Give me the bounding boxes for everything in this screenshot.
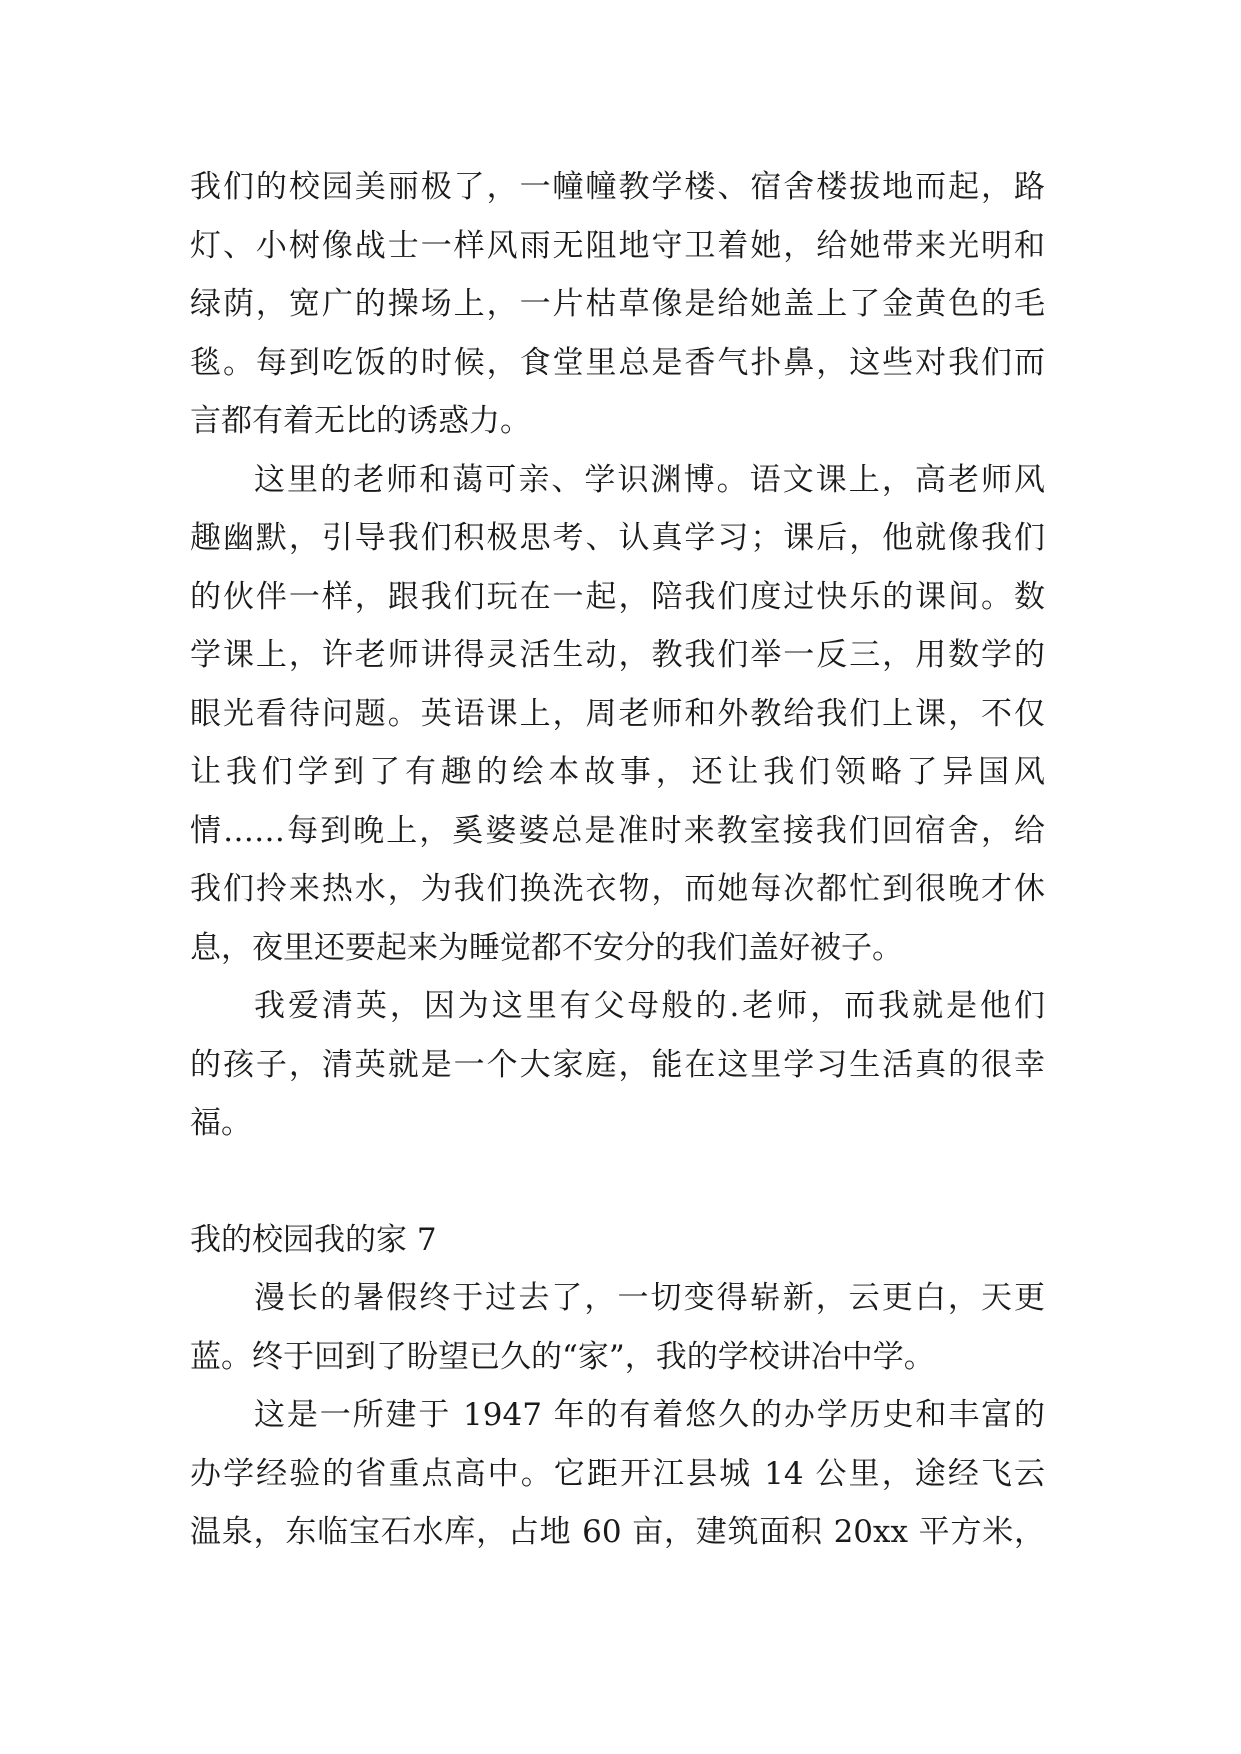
paragraph — [190, 977, 1045, 1153]
document-body — [190, 158, 1045, 1562]
text-line: 的伙伴一样，跟我们玩在一起，陪我们度过快乐的课间。数 — [190, 578, 1045, 615]
text-line: 趣幽默，引导我们积极思考、认真学习；课后，他就像我们 — [190, 520, 1045, 556]
text-line: 的孩子，清英就是一个大家庭，能在这里学习生活真的很幸 — [190, 1046, 1045, 1083]
text-line: 漫长的暑假终于过去了，一切变得崭新，云更白，天更 — [254, 1280, 1045, 1316]
text-line: 绿荫，宽广的操场上，一片枯草像是给她盖上了金黄色的毛 — [190, 286, 1045, 322]
section-spacer — [190, 1153, 1045, 1211]
text-line: 蓝。终于回到了盼望已久的“家”，我的学校讲冶中学。 — [190, 1338, 935, 1375]
text-line: 我们的校园美丽极了，一幢幢教学楼、宿舍楼拔地而起，路 — [190, 169, 1045, 205]
text-line: 毯。每到吃饭的时候，食堂里总是香气扑鼻，这些对我们而 — [190, 344, 1045, 381]
paragraph — [190, 1386, 1045, 1562]
text-line: 我爱清英，因为这里有父母般的.老师，而我就是他们 — [254, 988, 1045, 1024]
text-line: 眼光看待问题。英语课上，周老师和外教给我们上课，不仅 — [190, 695, 1045, 732]
paragraph — [190, 1269, 1045, 1386]
text-line: 言都有着无比的诱惑力。 — [190, 403, 531, 439]
text-line: 办学经验的省重点高中。它距开江县城 14 公里，途经飞云 — [190, 1455, 1045, 1492]
text-line: 学课上，许老师讲得灵活生动，教我们举一反三，用数学的 — [190, 637, 1045, 673]
text-line: 这里的老师和蔼可亲、学识渊博。语文课上，高老师风 — [254, 461, 1045, 498]
section-heading: 我的校园我的家 7 — [190, 1221, 437, 1258]
text-line: 福。 — [190, 1105, 252, 1141]
text-line: 让我们学到了有趣的绘本故事，还让我们领略了异国风 — [190, 754, 1045, 790]
paragraph — [190, 158, 1045, 451]
text-line: 温泉，东临宝石水库，占地 60 亩，建筑面积 20xx 平方米， — [190, 1514, 1045, 1550]
text-line: 我们拎来热水，为我们换洗衣物，而她每次都忙到很晚才休 — [190, 871, 1045, 907]
paragraph — [190, 451, 1045, 978]
text-line: 息，夜里还要起来为睡觉都不安分的我们盖好被子。 — [190, 929, 903, 966]
text-line: 这是一所建于 1947 年的有着悠久的办学历史和丰富的 — [254, 1397, 1045, 1433]
text-line: 灯、小树像战士一样风雨无阻地守卫着她，给她带来光明和 — [190, 227, 1045, 264]
text-line: 情……每到晚上，奚婆婆总是准时来教室接我们回宿舍，给 — [190, 812, 1045, 849]
